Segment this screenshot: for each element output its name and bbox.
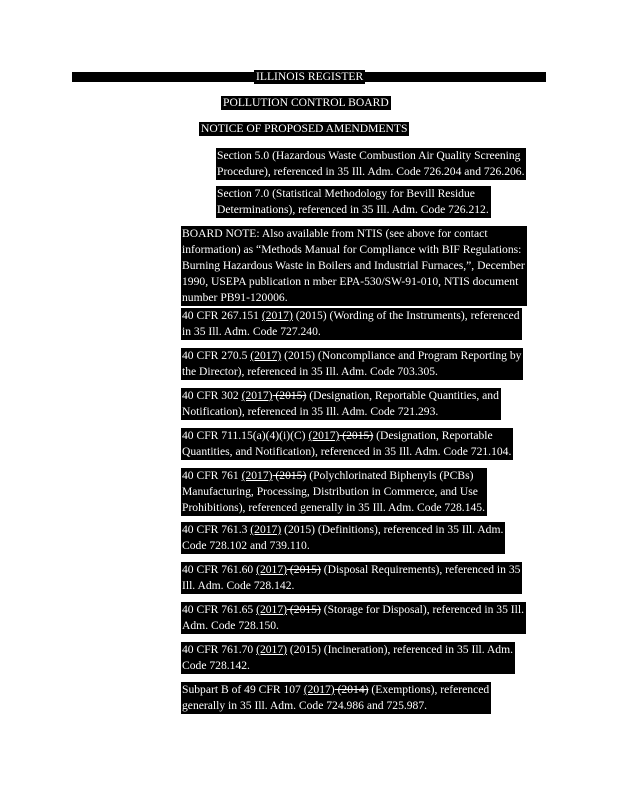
section-5-line-1: Section 5.0 (Hazardous Waste Combustion Air Quality Screening xyxy=(217,149,521,162)
cfr-entry-302: 40 CFR 302 (2017) (2015) (Designation, Reportable Quantities, and Notification), referenced in 35 Ill. Adm. Code 721.293. xyxy=(182,389,499,418)
notice-title: NOTICE OF PROPOSED AMENDMENTS xyxy=(201,122,408,135)
board-note xyxy=(181,226,527,306)
board-note-line-2: information) as “Methods Manual for Compliance with BIF Regulations: xyxy=(182,243,522,256)
cfr-entry-761-3: 40 CFR 761.3 (2017) (2015) (Definitions), referenced in 35 Ill. Adm. Code 728.102 and 739.110. xyxy=(182,523,504,552)
section-7-line-2: Determinations), referenced in 35 Ill. Adm. Code 726.212. xyxy=(217,203,489,216)
cfr-entry-49-cfr-107: Subpart B of 49 CFR 107 (2017) (2014) (Exemptions), referenced generally in 35 Ill. Adm. Code 724.986 and 725.987. xyxy=(182,683,490,712)
board-title: POLLUTION CONTROL BOARD xyxy=(223,96,389,109)
board-note-line-3: Burning Hazardous Waste in Boilers and Industrial Furnaces,”, December xyxy=(182,259,525,272)
section-5-entry xyxy=(216,148,526,180)
register-title: ILLINOIS REGISTER xyxy=(256,70,364,83)
cfr-entry-270-5: 40 CFR 270.5 (2017) (2015) (Noncompliance and Program Reporting by the Director), referenced in 35 Ill. Adm. Code 703.305. xyxy=(182,349,522,378)
cfr-entry-267-151: 40 CFR 267.151 (2017) (2015) (Wording of the Instruments), referenced in 35 Ill. Adm. Code 727.240. xyxy=(182,309,520,338)
cfr-entry-761: 40 CFR 761 (2017) (2015) (Polychlorinated Biphenyls (PCBs) Manufacturing, Processing, Distribution in Commerce, and Use Prohibitions), referenced generally in 35 Ill. Adm. Code 728.145. xyxy=(182,469,485,514)
cfr-entry-761-70: 40 CFR 761.70 (2017) (2015) (Incineration), referenced in 35 Ill. Adm. Code 728.142. xyxy=(182,643,514,672)
board-note-line-5: number PB91-120006. xyxy=(182,291,288,304)
cfr-entry-711-15: 40 CFR 711.15(a)(4)(i)(C) (2017) (2015) (Designation, Reportable Quantities, and Notification), referenced in 35 Ill. Adm. Code 721.104. xyxy=(182,429,512,458)
section-5-line-2: Procedure), referenced in 35 Ill. Adm. Code 726.204 and 726.206. xyxy=(217,165,525,178)
board-note-line-1: BOARD NOTE: Also available from NTIS (see above for contact xyxy=(182,227,488,240)
section-7-entry xyxy=(216,186,491,218)
cfr-entry-761-65: 40 CFR 761.65 (2017) (2015) (Storage for Disposal), referenced in 35 Ill. Adm. Code 728.150. xyxy=(182,603,524,632)
section-7-line-1: Section 7.0 (Statistical Methodology for Bevill Residue xyxy=(217,187,475,200)
board-note-line-4: 1990, USEPA publication n mber EPA-530/SW-91-010, NTIS document xyxy=(182,275,519,288)
cfr-entry-761-60: 40 CFR 761.60 (2017) (2015) (Disposal Requirements), referenced in 35 Ill. Adm. Code 728.142. xyxy=(182,563,521,592)
